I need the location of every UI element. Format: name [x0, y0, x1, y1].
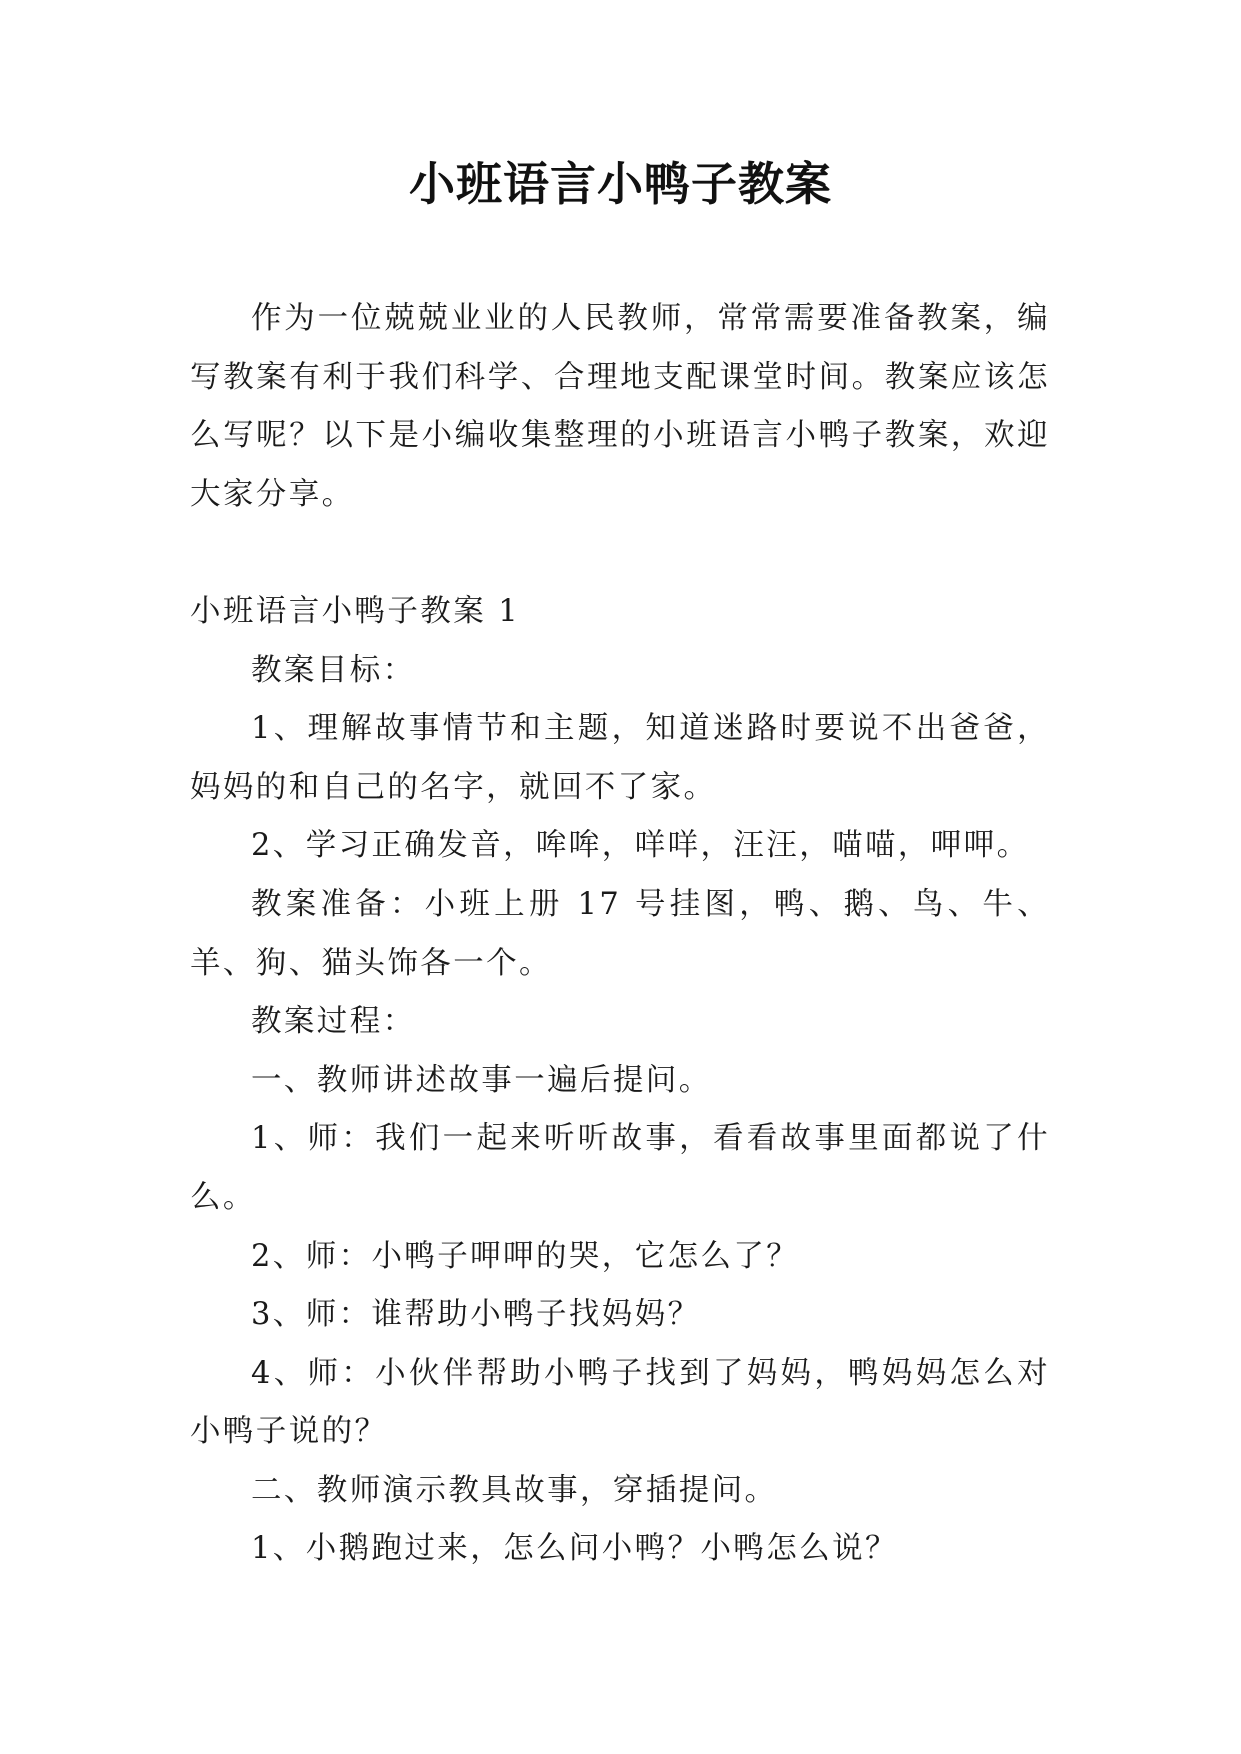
paragraph-preparation: 教案准备：小班上册 17 号挂图，鸭、鹅、鸟、牛、羊、狗、猫头饰各一个。 — [190, 886, 1050, 981]
paragraph-question-4: 4、师：小伙伴帮助小鸭子找到了妈妈，鸭妈妈怎么对小鸭子说的？ — [190, 1355, 1050, 1450]
paragraph-question-2: 2、师：小鸭子呷呷的哭，它怎么了？ — [251, 1238, 800, 1274]
paragraph-objective-2: 2、学习正确发音，哞哞，咩咩，汪汪，喵喵，呷呷。 — [251, 828, 1030, 864]
paragraph-process-label: 教案过程： — [251, 1004, 416, 1040]
paragraph-objective-1: 1、理解故事情节和主题，知道迷路时要说不出爸爸，妈妈的和自己的名字，就回不了家。 — [190, 711, 1050, 805]
paragraph-question-1: 1、师：我们一起来听听故事，看看故事里面都说了什么。 — [190, 1121, 1050, 1215]
paragraph-step-two: 二、教师演示教具故事，穿插提问。 — [251, 1472, 778, 1508]
paragraph-question-3: 3、师：谁帮助小鸭子找妈妈？ — [251, 1297, 701, 1333]
document-body — [190, 290, 1050, 1579]
section-heading: 小班语言小鸭子教案 1 — [190, 593, 520, 629]
intro-paragraph: 作为一位兢兢业业的人民教师，常常需要准备教案，编写教案有利于我们科学、合理地支配课堂时间。教案应该怎么写呢？以下是小编收集整理的小班语言小鸭子教案，欢迎大家分享。 — [190, 301, 1050, 512]
paragraph-step-two-question-1: 1、小鹅跑过来，怎么问小鸭？小鸭怎么说？ — [251, 1531, 898, 1567]
document-title: 小班语言小鸭子教案 — [409, 157, 832, 211]
paragraph-objectives-label: 教案目标： — [251, 652, 416, 688]
paragraph-step-one: 一、教师讲述故事一遍后提问。 — [251, 1062, 712, 1098]
